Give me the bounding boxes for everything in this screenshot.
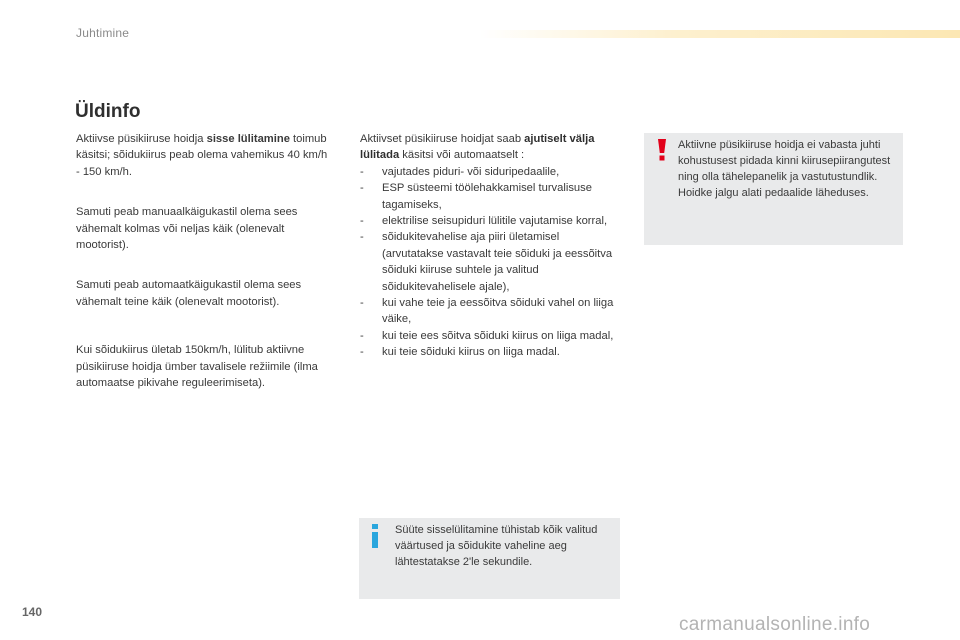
paragraph-deactivation-intro	[360, 131, 622, 164]
emphasis-text: ajutiselt välja lülitada	[360, 133, 595, 162]
exclamation-icon	[655, 139, 669, 161]
text-run: käsitsi või automaatselt :	[399, 149, 525, 162]
column-middle	[360, 131, 622, 361]
paragraph-manual-gearbox: Samuti peab manuaalkäigukastil olema sees vähemalt kolmas või neljas käik (olenevalt mootorist).	[76, 206, 298, 252]
deactivation-list	[360, 164, 622, 361]
column-left	[76, 131, 331, 407]
page-title: Üldinfo	[75, 101, 141, 122]
list-item: - kui teie ees sõitva sõiduki kiirus on liiga madal,	[360, 328, 622, 344]
page-number: 140	[22, 605, 43, 619]
info-box	[359, 518, 620, 599]
text-run: toimub käsitsi; sõidukiirus peab olema vahemikus 40 km/h - 150 km/h.	[76, 133, 328, 178]
header-decorative-bar	[480, 30, 960, 38]
list-item: - vajutades piduri- või siduripedaalile,	[360, 164, 622, 180]
list-item: - sõidukitevahelise aja piiri ületamisel (arvutatakse vastavalt teie sõiduki ja eessõitva sõiduki kiiruse suhtele ja valitud sõidukitevahelisele ajale),	[360, 229, 622, 295]
warning-box	[644, 133, 903, 245]
list-item: - kui vahe teie ja eessõitva sõiduki vahel on liiga väike,	[360, 295, 622, 328]
list-item: - kui teie sõiduki kiirus on liiga madal.	[360, 344, 622, 360]
list-item: - ESP süsteemi töölehakkamisel turvalisuse tagamiseks,	[360, 180, 622, 213]
info-text: Süüte sisselülitamine tühistab kõik valitud väärtused ja sõidukite vaheline aeg lähtestatakse 2'le sekundile.	[395, 524, 598, 568]
watermark: carmanualsonline.info	[679, 614, 871, 635]
emphasis-text: sisse lülitamine	[206, 133, 290, 145]
paragraph-speed-limit: Kui sõidukiirus ületab 150km/h, lülitub aktiivne püsikiiruse hoidja ümber tavalisele režiimile (ilma automaatse pikivahe reguleerimiseta).	[76, 344, 318, 390]
section-header: Juhtimine	[76, 26, 130, 40]
info-icon	[368, 524, 382, 548]
text-run: Aktiivse püsikiiruse hoidja	[76, 133, 207, 145]
list-item: - elektrilise seisupiduri lülitile vajutamise korral,	[360, 213, 622, 229]
warning-text: Aktiivne püsikiiruse hoidja ei vabasta juhti kohustusest pidada kinni kiirusepiirangutest ning olla tähelepanelik ja vastutustundlik. Hoidke jalgu alati pedaalide läheduses.	[678, 139, 891, 199]
paragraph-activation	[76, 131, 331, 180]
paragraph-automatic-gearbox: Samuti peab automaatkäigukastil olema sees vähemalt teine käik (olenevalt mootorist).	[76, 279, 302, 308]
text-run: Aktiivset püsikiiruse hoidjat saab	[360, 133, 525, 145]
